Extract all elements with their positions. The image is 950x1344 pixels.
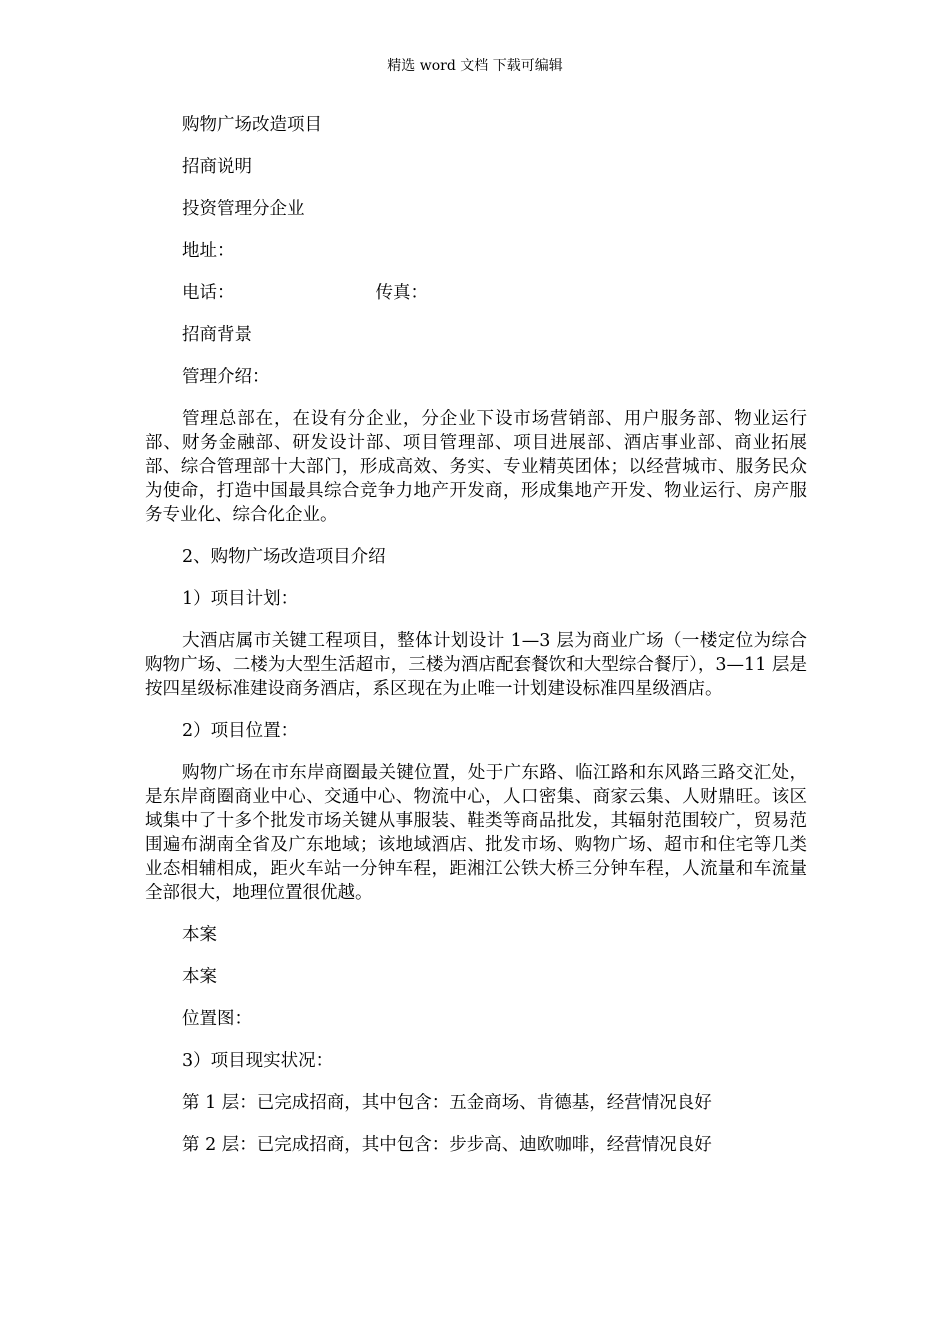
contact-line <box>145 281 807 306</box>
status-heading: 3）项目现实状况： <box>182 1051 334 1071</box>
plan-heading: 1）项目计划： <box>182 589 299 609</box>
document-body <box>145 113 807 1175</box>
page-header: 精选 word 文档 下载可编辑 <box>387 58 563 74</box>
company-name: 投资管理分企业 <box>182 199 305 219</box>
phone-label: 电话： <box>182 283 235 303</box>
project-intro-heading: 2、购物广场改造项目介绍 <box>182 547 386 567</box>
floor-1-status: 第 1 层：已完成招商，其中包含：五金商场、肯德基，经营情况良好 <box>182 1093 712 1113</box>
document-title: 购物广场改造项目 <box>182 115 322 135</box>
case-label-2: 本案 <box>182 967 217 987</box>
section-heading-background: 招商背景 <box>182 325 252 345</box>
location-heading: 2）项目位置： <box>182 721 299 741</box>
plan-paragraph: 大酒店属市关键工程项目，整体计划设计 1—3 层为商业广场（一楼定位为综合购物广场、二楼为大型生活超市，三楼为酒店配套餐饮和大型综合餐厅），3—11 层是按四星级标准建设商务酒店，系区现在为止唯一计划建设标准四星级酒店。 <box>145 631 807 699</box>
location-map-label: 位置图： <box>182 1009 252 1029</box>
case-label-1: 本案 <box>182 925 217 945</box>
floor-2-status: 第 2 层：已完成招商，其中包含：步步高、迪欧咖啡，经营情况良好 <box>182 1135 712 1155</box>
mgmt-heading: 管理介绍： <box>182 367 270 387</box>
fax-label: 传真： <box>375 283 428 303</box>
document-subtitle: 招商说明 <box>182 157 252 177</box>
mgmt-paragraph: 管理总部在，在设有分企业，分企业下设市场营销部、用户服务部、物业运行部、财务金融部、研发设计部、项目管理部、项目进展部、酒店事业部、商业拓展部、综合管理部十大部门，形成高效、务实、专业精英团体；以经营城市、服务民众为使命，打造中国最具综合竞争力地产开发商，形成集地产开发、物业运行、房产服务专业化、综合化企业。 <box>145 409 807 525</box>
location-paragraph: 购物广场在市东岸商圈最关键位置，处于广东路、临江路和东风路三路交汇处，是东岸商圈商业中心、交通中心、物流中心，人口密集、商家云集、人财鼎旺。该区域集中了十多个批发市场关键从事服装、鞋类等商品批发，其辐射范围较广，贸易范围遍布湖南全省及广东地域；该地域酒店、批发市场、购物广场、超市和住宅等几类业态相辅相成，距火车站一分钟车程，距湘江公铁大桥三分钟车程，人流量和车流量全部很大，地理位置很优越。 <box>145 763 807 903</box>
address-label: 地址： <box>182 241 235 261</box>
